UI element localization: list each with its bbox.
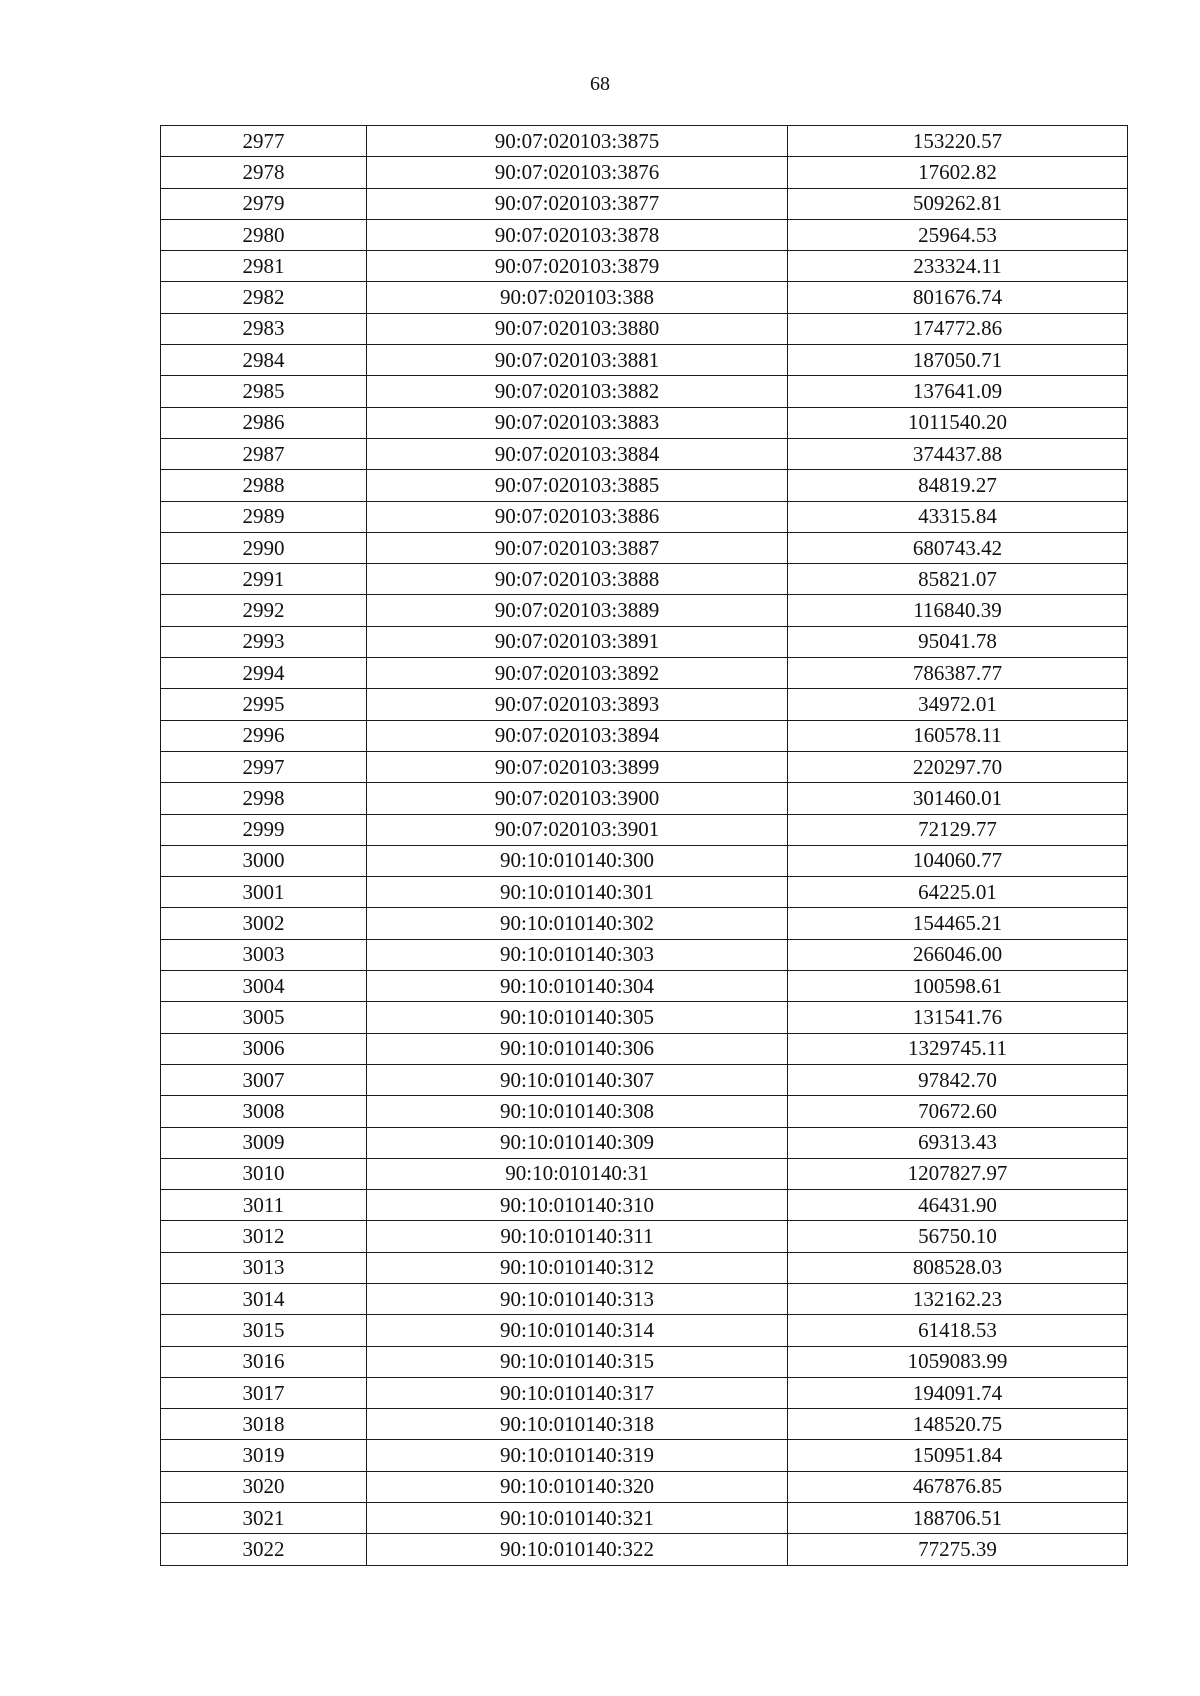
row-number-cell: 3015 — [161, 1315, 367, 1346]
cadastral-number-cell: 90:10:010140:314 — [367, 1315, 788, 1346]
value-cell: 61418.53 — [788, 1315, 1128, 1346]
row-number-cell: 2980 — [161, 219, 367, 250]
row-number-cell: 3001 — [161, 877, 367, 908]
table-row — [161, 1002, 1128, 1033]
cadastral-number-cell: 90:10:010140:307 — [367, 1064, 788, 1095]
cadastral-number-cell: 90:10:010140:306 — [367, 1033, 788, 1064]
cadastral-number-cell: 90:07:020103:3875 — [367, 126, 788, 157]
value-cell: 70672.60 — [788, 1096, 1128, 1127]
cadastral-number-cell: 90:10:010140:309 — [367, 1127, 788, 1158]
cadastral-number-cell: 90:10:010140:319 — [367, 1440, 788, 1471]
value-cell: 150951.84 — [788, 1440, 1128, 1471]
table-row — [161, 783, 1128, 814]
table-row — [161, 845, 1128, 876]
row-number-cell: 2985 — [161, 376, 367, 407]
table-row — [161, 1315, 1128, 1346]
cadastral-number-cell: 90:10:010140:315 — [367, 1346, 788, 1377]
value-cell: 43315.84 — [788, 501, 1128, 532]
row-number-cell: 3000 — [161, 845, 367, 876]
table-row — [161, 1471, 1128, 1502]
cadastral-number-cell: 90:07:020103:3891 — [367, 626, 788, 657]
row-number-cell: 2986 — [161, 407, 367, 438]
table-row — [161, 345, 1128, 376]
value-cell: 680743.42 — [788, 532, 1128, 563]
cadastral-number-cell: 90:10:010140:310 — [367, 1190, 788, 1221]
row-number-cell: 3004 — [161, 971, 367, 1002]
table-row — [161, 564, 1128, 595]
table-row — [161, 1221, 1128, 1252]
table-row — [161, 814, 1128, 845]
cadastral-number-cell: 90:07:020103:3893 — [367, 689, 788, 720]
value-cell: 154465.21 — [788, 908, 1128, 939]
value-cell: 34972.01 — [788, 689, 1128, 720]
cadastral-number-cell: 90:10:010140:313 — [367, 1283, 788, 1314]
row-number-cell: 2978 — [161, 157, 367, 188]
cadastral-number-cell: 90:07:020103:3883 — [367, 407, 788, 438]
value-cell: 786387.77 — [788, 658, 1128, 689]
table-row — [161, 188, 1128, 219]
cadastral-number-cell: 90:10:010140:311 — [367, 1221, 788, 1252]
row-number-cell: 2990 — [161, 532, 367, 563]
cadastral-number-cell: 90:10:010140:320 — [367, 1471, 788, 1502]
cadastral-number-cell: 90:07:020103:3876 — [367, 157, 788, 188]
cadastral-number-cell: 90:07:020103:3882 — [367, 376, 788, 407]
cadastral-number-cell: 90:10:010140:321 — [367, 1503, 788, 1534]
value-cell: 1059083.99 — [788, 1346, 1128, 1377]
value-cell: 137641.09 — [788, 376, 1128, 407]
table-row — [161, 689, 1128, 720]
value-cell: 72129.77 — [788, 814, 1128, 845]
row-number-cell: 3005 — [161, 1002, 367, 1033]
registry-table-body — [161, 126, 1128, 1566]
table-row — [161, 1033, 1128, 1064]
value-cell: 100598.61 — [788, 971, 1128, 1002]
row-number-cell: 2983 — [161, 313, 367, 344]
row-number-cell: 3018 — [161, 1409, 367, 1440]
cadastral-number-cell: 90:07:020103:3892 — [367, 658, 788, 689]
cadastral-number-cell: 90:10:010140:318 — [367, 1409, 788, 1440]
row-number-cell: 3016 — [161, 1346, 367, 1377]
row-number-cell: 2977 — [161, 126, 367, 157]
table-row — [161, 126, 1128, 157]
row-number-cell: 3017 — [161, 1377, 367, 1408]
row-number-cell: 2979 — [161, 188, 367, 219]
table-row — [161, 658, 1128, 689]
cadastral-number-cell: 90:07:020103:3884 — [367, 438, 788, 469]
cadastral-number-cell: 90:10:010140:301 — [367, 877, 788, 908]
row-number-cell: 2987 — [161, 438, 367, 469]
table-row — [161, 532, 1128, 563]
table-row — [161, 1409, 1128, 1440]
cadastral-number-cell: 90:07:020103:388 — [367, 282, 788, 313]
value-cell: 1329745.11 — [788, 1033, 1128, 1064]
table-row — [161, 720, 1128, 751]
row-number-cell: 3013 — [161, 1252, 367, 1283]
table-row — [161, 1440, 1128, 1471]
row-number-cell: 3007 — [161, 1064, 367, 1095]
table-row — [161, 626, 1128, 657]
cadastral-number-cell: 90:10:010140:312 — [367, 1252, 788, 1283]
table-row — [161, 1064, 1128, 1095]
value-cell: 95041.78 — [788, 626, 1128, 657]
table-row — [161, 376, 1128, 407]
table-row — [161, 751, 1128, 782]
table-row — [161, 1503, 1128, 1534]
cadastral-number-cell: 90:07:020103:3900 — [367, 783, 788, 814]
value-cell: 801676.74 — [788, 282, 1128, 313]
value-cell: 46431.90 — [788, 1190, 1128, 1221]
value-cell: 153220.57 — [788, 126, 1128, 157]
row-number-cell: 3012 — [161, 1221, 367, 1252]
row-number-cell: 2981 — [161, 251, 367, 282]
value-cell: 77275.39 — [788, 1534, 1128, 1565]
row-number-cell: 3014 — [161, 1283, 367, 1314]
table-row — [161, 313, 1128, 344]
cadastral-number-cell: 90:10:010140:308 — [367, 1096, 788, 1127]
page-number: 68 — [590, 73, 610, 95]
value-cell: 509262.81 — [788, 188, 1128, 219]
value-cell: 187050.71 — [788, 345, 1128, 376]
value-cell: 56750.10 — [788, 1221, 1128, 1252]
value-cell: 17602.82 — [788, 157, 1128, 188]
table-row — [161, 1346, 1128, 1377]
row-number-cell: 3010 — [161, 1158, 367, 1189]
row-number-cell: 3011 — [161, 1190, 367, 1221]
table-row — [161, 219, 1128, 250]
value-cell: 69313.43 — [788, 1127, 1128, 1158]
value-cell: 116840.39 — [788, 595, 1128, 626]
table-row — [161, 470, 1128, 501]
cadastral-number-cell: 90:07:020103:3887 — [367, 532, 788, 563]
value-cell: 374437.88 — [788, 438, 1128, 469]
row-number-cell: 2999 — [161, 814, 367, 845]
row-number-cell: 2984 — [161, 345, 367, 376]
table-row — [161, 251, 1128, 282]
cadastral-number-cell: 90:07:020103:3888 — [367, 564, 788, 595]
table-row — [161, 877, 1128, 908]
table-row — [161, 1252, 1128, 1283]
registry-table — [160, 125, 1128, 1566]
row-number-cell: 2996 — [161, 720, 367, 751]
cadastral-number-cell: 90:07:020103:3899 — [367, 751, 788, 782]
cadastral-number-cell: 90:10:010140:322 — [367, 1534, 788, 1565]
cadastral-number-cell: 90:07:020103:3877 — [367, 188, 788, 219]
value-cell: 84819.27 — [788, 470, 1128, 501]
value-cell: 25964.53 — [788, 219, 1128, 250]
row-number-cell: 3020 — [161, 1471, 367, 1502]
cadastral-number-cell: 90:07:020103:3880 — [367, 313, 788, 344]
cadastral-number-cell: 90:07:020103:3886 — [367, 501, 788, 532]
row-number-cell: 2994 — [161, 658, 367, 689]
value-cell: 220297.70 — [788, 751, 1128, 782]
table-row — [161, 1127, 1128, 1158]
table-row — [161, 908, 1128, 939]
cadastral-number-cell: 90:07:020103:3878 — [367, 219, 788, 250]
value-cell: 85821.07 — [788, 564, 1128, 595]
table-row — [161, 971, 1128, 1002]
value-cell: 233324.11 — [788, 251, 1128, 282]
table-row — [161, 1096, 1128, 1127]
table-row — [161, 157, 1128, 188]
row-number-cell: 2998 — [161, 783, 367, 814]
cadastral-number-cell: 90:10:010140:302 — [367, 908, 788, 939]
cadastral-number-cell: 90:10:010140:305 — [367, 1002, 788, 1033]
value-cell: 97842.70 — [788, 1064, 1128, 1095]
row-number-cell: 2992 — [161, 595, 367, 626]
table-row — [161, 407, 1128, 438]
value-cell: 148520.75 — [788, 1409, 1128, 1440]
row-number-cell: 2988 — [161, 470, 367, 501]
value-cell: 467876.85 — [788, 1471, 1128, 1502]
value-cell: 104060.77 — [788, 845, 1128, 876]
row-number-cell: 3003 — [161, 939, 367, 970]
value-cell: 301460.01 — [788, 783, 1128, 814]
row-number-cell: 3008 — [161, 1096, 367, 1127]
row-number-cell: 2982 — [161, 282, 367, 313]
table-row — [161, 1158, 1128, 1189]
table-row — [161, 1283, 1128, 1314]
row-number-cell: 3006 — [161, 1033, 367, 1064]
table-row — [161, 1534, 1128, 1565]
row-number-cell: 3021 — [161, 1503, 367, 1534]
value-cell: 131541.76 — [788, 1002, 1128, 1033]
cadastral-number-cell: 90:10:010140:317 — [367, 1377, 788, 1408]
row-number-cell: 3022 — [161, 1534, 367, 1565]
row-number-cell: 3002 — [161, 908, 367, 939]
value-cell: 188706.51 — [788, 1503, 1128, 1534]
value-cell: 194091.74 — [788, 1377, 1128, 1408]
row-number-cell: 2993 — [161, 626, 367, 657]
cadastral-number-cell: 90:07:020103:3881 — [367, 345, 788, 376]
row-number-cell: 2991 — [161, 564, 367, 595]
row-number-cell: 2997 — [161, 751, 367, 782]
table-row — [161, 282, 1128, 313]
value-cell: 132162.23 — [788, 1283, 1128, 1314]
value-cell: 160578.11 — [788, 720, 1128, 751]
cadastral-number-cell: 90:07:020103:3879 — [367, 251, 788, 282]
table-row — [161, 595, 1128, 626]
value-cell: 1207827.97 — [788, 1158, 1128, 1189]
cadastral-number-cell: 90:10:010140:300 — [367, 845, 788, 876]
row-number-cell: 3009 — [161, 1127, 367, 1158]
cadastral-number-cell: 90:07:020103:3901 — [367, 814, 788, 845]
table-row — [161, 501, 1128, 532]
value-cell: 174772.86 — [788, 313, 1128, 344]
row-number-cell: 2989 — [161, 501, 367, 532]
value-cell: 1011540.20 — [788, 407, 1128, 438]
cadastral-number-cell: 90:10:010140:303 — [367, 939, 788, 970]
cadastral-number-cell: 90:07:020103:3894 — [367, 720, 788, 751]
value-cell: 808528.03 — [788, 1252, 1128, 1283]
value-cell: 266046.00 — [788, 939, 1128, 970]
value-cell: 64225.01 — [788, 877, 1128, 908]
table-row — [161, 1190, 1128, 1221]
cadastral-number-cell: 90:10:010140:31 — [367, 1158, 788, 1189]
row-number-cell: 2995 — [161, 689, 367, 720]
cadastral-number-cell: 90:07:020103:3885 — [367, 470, 788, 501]
table-row — [161, 1377, 1128, 1408]
table-row — [161, 438, 1128, 469]
cadastral-number-cell: 90:10:010140:304 — [367, 971, 788, 1002]
table-row — [161, 939, 1128, 970]
row-number-cell: 3019 — [161, 1440, 367, 1471]
cadastral-number-cell: 90:07:020103:3889 — [367, 595, 788, 626]
